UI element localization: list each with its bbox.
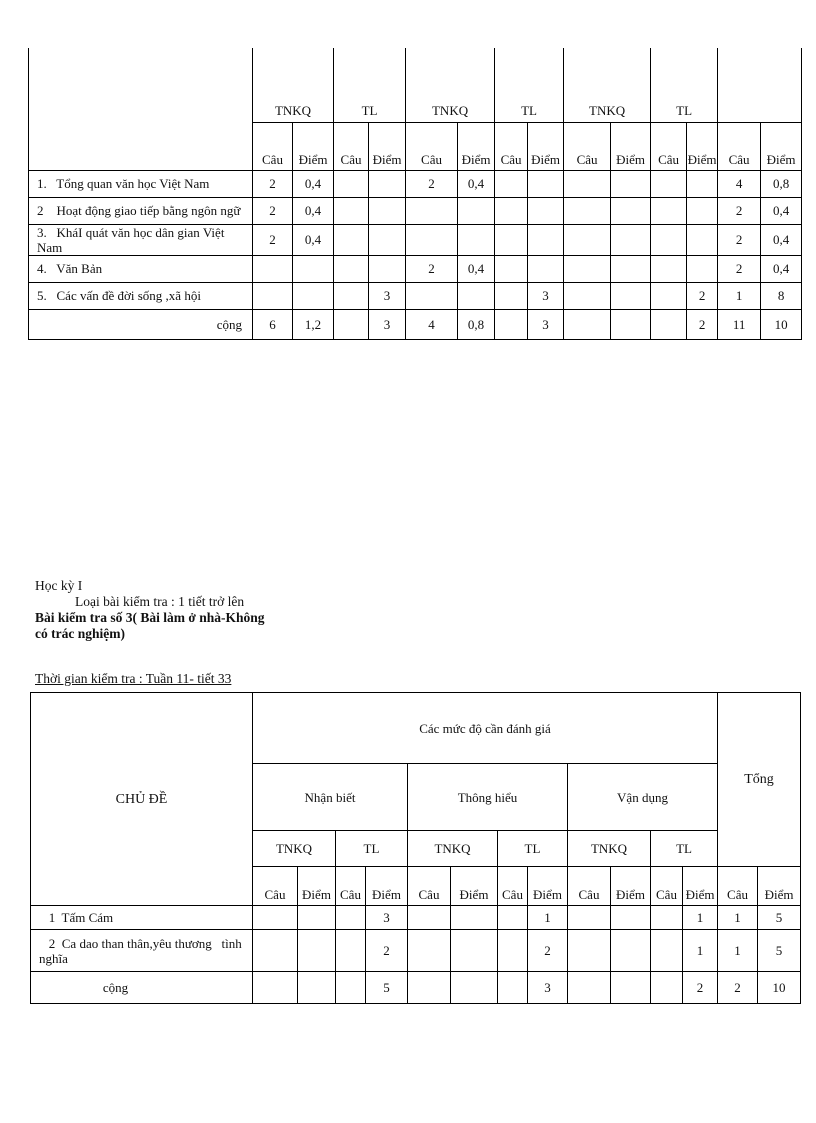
cell [651,309,687,339]
cell [334,255,369,282]
cell: 5 [366,972,408,1004]
cell [369,255,406,282]
col-header-cau: Câu [498,867,528,906]
cell [611,197,651,224]
col-header-cau: Câu [718,867,758,906]
cell [687,197,718,224]
table-row [31,693,801,764]
cell: 2 [718,255,761,282]
table-row [29,170,802,197]
cell: 0,4 [761,255,802,282]
col-header-diem: Điểm [611,122,651,170]
group-header-tnkq: TNKQ [406,48,495,122]
topic-label: 1 Tấm Cám [31,906,253,930]
col-header-diem: Điểm [758,867,801,906]
cell [564,170,611,197]
cell: 0,4 [458,255,495,282]
cell: 1 [528,906,568,930]
cell [293,255,334,282]
cell [334,309,369,339]
col-header-cau: Câu [568,867,611,906]
topic-label: 5. Các vấn đề đời sống ,xã hội [29,282,253,309]
cell [611,170,651,197]
exam-matrix-table-semester [28,48,802,340]
group-header-tnkq: TNKQ [253,831,336,867]
cell [334,197,369,224]
cell [451,930,498,972]
level-header-van-dung: Vận dụng [568,764,718,831]
cell [651,197,687,224]
cell [651,930,683,972]
cell: 3 [528,972,568,1004]
group-header-tnkq: TNKQ [253,48,334,122]
cell [334,282,369,309]
cell [611,255,651,282]
cell [611,282,651,309]
cell [564,309,611,339]
cell: 10 [758,972,801,1004]
group-header-tl: TL [498,831,568,867]
cell: 2 [253,224,293,255]
cell: 2 [718,224,761,255]
col-header-cau: Câu [253,867,298,906]
total-group-box [718,48,802,122]
table-row-total [29,309,802,339]
note-test-time: Thời gian kiểm tra : Tuần 11- tiết 33 [35,671,232,686]
cell [611,972,651,1004]
cell: 1 [718,906,758,930]
cell [253,255,293,282]
cell [498,930,528,972]
cell [568,972,611,1004]
cell [651,170,687,197]
cell: 2 [687,282,718,309]
table-row [29,255,802,282]
cell [406,224,458,255]
cell [458,197,495,224]
cell [495,255,528,282]
cell [495,309,528,339]
cell [369,224,406,255]
cell: 1,2 [293,309,334,339]
level-header-thong-hieu: Thông hiểu [408,764,568,831]
col-header-cau: Câu [336,867,366,906]
cell: 4 [406,309,458,339]
cell [334,224,369,255]
total-row-label: cộng [29,309,253,339]
note-test-number-line2: có trác nghiệm) [35,626,125,641]
cell [253,972,298,1004]
cell [528,255,564,282]
cell: 2 [406,255,458,282]
group-header-tl: TL [651,831,718,867]
cell [369,197,406,224]
cell [528,224,564,255]
cell [687,255,718,282]
cell: 2 [718,197,761,224]
cell: 2 [687,309,718,339]
topic-label: 2 Ca dao than thân,yêu thương tình nghĩa [31,930,253,972]
cell: 8 [761,282,802,309]
cell: 2 [366,930,408,972]
cell: 0,4 [293,197,334,224]
cell [611,906,651,930]
cell [298,906,336,930]
cell [528,197,564,224]
cell [568,930,611,972]
cell [451,972,498,1004]
cell [651,906,683,930]
cell: 2 [253,170,293,197]
group-header-tnkq: TNKQ [564,48,651,122]
cell [564,197,611,224]
col-header-diem: Điểm [611,867,651,906]
col-header-diem: Điểm [369,122,406,170]
cell [495,197,528,224]
cell [336,906,366,930]
topic-label: 3. KháI quát văn học dân gian Việt Nam [29,224,253,255]
levels-span-header: Các mức độ cần đánh giá [253,693,718,764]
table-row [31,906,801,930]
table-row [31,930,801,972]
cell [253,930,298,972]
cell [451,906,498,930]
cell [687,224,718,255]
cell: 4 [718,170,761,197]
cell: 1 [683,930,718,972]
cell: 1 [683,906,718,930]
cell [611,930,651,972]
table-row [29,282,802,309]
cell: 11 [718,309,761,339]
cell [298,930,336,972]
cell [498,972,528,1004]
note-test-type: Loại bài kiểm tra : 1 tiết trở lên [75,594,245,609]
cell [369,170,406,197]
col-header-cau: Câu [718,122,761,170]
cell: 2 [406,170,458,197]
topic-label: 1. Tổng quan văn học Việt Nam [29,170,253,197]
col-header-diem: Điểm [293,122,334,170]
cell [298,972,336,1004]
note-semester: Học kỳ I [35,578,83,593]
cell: 0,8 [458,309,495,339]
cell [651,282,687,309]
exam-matrix-table-test3 [30,692,801,1004]
cell [458,282,495,309]
cell: 2 [253,197,293,224]
topic-label: 2 Hoạt động giao tiếp bằng ngôn ngữ [29,197,253,224]
col-header-diem: Điểm [451,867,498,906]
topic-column-header [29,48,253,170]
col-header-diem: Điểm [683,867,718,906]
cell [334,170,369,197]
cell [458,224,495,255]
cell [498,906,528,930]
cell [495,170,528,197]
col-header-cau: Câu [495,122,528,170]
cell: 10 [761,309,802,339]
notes-block [35,578,355,687]
level-header-nhan-biet: Nhận biết [253,764,408,831]
cell [253,906,298,930]
cell: 0,4 [761,197,802,224]
col-header-diem: Điểm [528,867,568,906]
table-row [29,197,802,224]
col-header-cau: Câu [408,867,451,906]
cell [336,930,366,972]
col-header-cau: Câu [564,122,611,170]
cell: 2 [718,972,758,1004]
cell: 3 [369,282,406,309]
cell: 0,4 [458,170,495,197]
topic-column-header: CHỦ ĐỀ [31,693,253,906]
cell [687,170,718,197]
table-row [29,224,802,255]
cell [611,224,651,255]
cell: 0,4 [293,170,334,197]
col-header-cau: Câu [651,867,683,906]
cell [611,309,651,339]
col-header-cau: Câu [334,122,369,170]
cell [253,282,293,309]
cell [336,972,366,1004]
col-header-diem: Điểm [458,122,495,170]
total-column-header: Tổng [718,693,801,867]
col-header-cau: Câu [651,122,687,170]
cell [408,972,451,1004]
cell: 0,8 [761,170,802,197]
topic-label: 4. Văn Bản [29,255,253,282]
cell [568,906,611,930]
col-header-diem: Điểm [687,122,718,170]
col-header-cau: Câu [253,122,293,170]
col-header-diem: Điểm [366,867,408,906]
cell [528,170,564,197]
cell: 6 [253,309,293,339]
cell: 5 [758,906,801,930]
col-header-cau: Câu [406,122,458,170]
group-header-tl: TL [334,48,406,122]
col-header-diem: Điểm [761,122,802,170]
cell: 3 [528,282,564,309]
table-row-total [31,972,801,1004]
cell [564,224,611,255]
col-header-diem: Điểm [528,122,564,170]
cell: 5 [758,930,801,972]
cell: 1 [718,930,758,972]
cell: 1 [718,282,761,309]
cell [495,224,528,255]
cell [651,224,687,255]
group-header-tnkq: TNKQ [568,831,651,867]
group-header-tl: TL [336,831,408,867]
cell: 0,4 [761,224,802,255]
cell: 3 [366,906,408,930]
cell [408,906,451,930]
table-row [29,48,802,122]
cell [651,972,683,1004]
cell [293,282,334,309]
note-test-number-line1: Bài kiểm tra số 3( Bài làm ở nhà-Không [35,610,265,625]
total-row-label: cộng [31,972,253,1004]
cell [564,255,611,282]
cell [408,930,451,972]
cell [406,282,458,309]
cell [651,255,687,282]
col-header-diem: Điểm [298,867,336,906]
cell: 0,4 [293,224,334,255]
cell: 2 [528,930,568,972]
group-header-tl: TL [651,48,718,122]
cell [564,282,611,309]
cell: 3 [528,309,564,339]
cell: 3 [369,309,406,339]
group-header-tnkq: TNKQ [408,831,498,867]
cell [406,197,458,224]
cell [495,282,528,309]
cell: 2 [683,972,718,1004]
group-header-tl: TL [495,48,564,122]
